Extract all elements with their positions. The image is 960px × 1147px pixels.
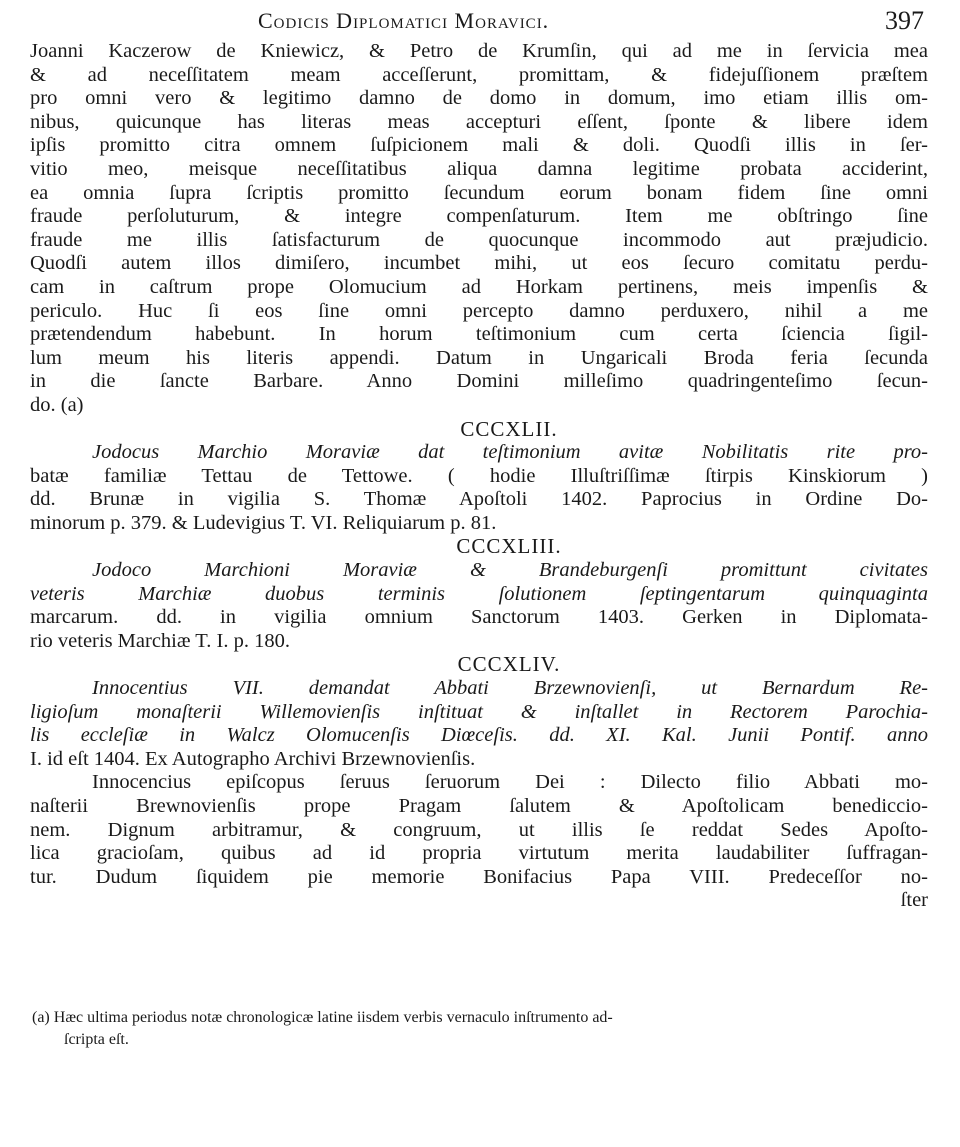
text-line: I. id eſt 1404. Ex Autographo Archivi Brzewnovienſis.: [30, 747, 476, 770]
running-head: [0, 4, 960, 38]
paragraph-charter-text: [30, 40, 928, 418]
text-line: nem. Dignum arbitramur, & congruum, ut illis ſe reddat Sedes Apoſto-: [30, 818, 928, 841]
text-line: in die ſancte Barbare. Anno Domini milleſimo quadringenteſimo ſecun-: [30, 370, 928, 393]
text-line: Joanni Kaczerow de Kniewicz, & Petro de Krumſin, qui ad me in ſervicia mea: [30, 40, 928, 62]
text-line: nibus, quicunque has literas meas accepturi eſſent, ſponte & libere idem: [30, 110, 928, 133]
text-line: prætendendum habebunt. In horum teſtimonium cum certa ſciencia ſigil-: [30, 323, 928, 346]
section-heading: CCCXLIV.: [457, 652, 561, 677]
paragraph-summary: [30, 677, 928, 771]
catchword: ſter: [900, 889, 928, 912]
text-line: ligioſum monaſterii Willemovienſis inſtituat & inſtallet in Rectorem Parochia-: [30, 700, 928, 723]
footnote-line: (a) Hæc ultima periodus notæ chronologicæ latine iisdem verbis vernaculo inſtrumento ad-: [32, 1009, 613, 1026]
text-line: do. (a): [30, 393, 84, 416]
text-line: ipſis promitto citra omnem ſuſpicionem mali & doli. Quodſi illis in ſer-: [30, 134, 928, 157]
text-line: cam in caſtrum prope Olomucium ad Horkam pertinens, meis impenſis &: [30, 275, 928, 298]
footnotes: [32, 1007, 922, 1051]
text-line: veteris Marchiæ duobus terminis ſolutionem ſeptingentarum quinquaginta: [30, 582, 928, 605]
text-line: Innocentius VII. demandat Abbati Brzewnovienſi, ut Bernardum Re-: [92, 677, 928, 700]
text-line: dd. Brunæ in vigilia S. Thomæ Apoſtoli 1402. Paprocius in Ordine Do-: [30, 488, 928, 511]
text-line: & ad neceſſitatem meam acceſſerunt, promittam, & fidejuſſionem præſtem: [30, 63, 928, 86]
main-text: [30, 40, 928, 913]
text-line: Jodocus Marchio Moraviæ dat teſtimonium avitæ Nobilitatis rite pro-: [92, 441, 928, 464]
text-line: batæ familiæ Tettau de Tettowe. ( hodie Illuſtriſſimæ ſtirpis Kinskiorum ): [30, 464, 928, 487]
page-number: 397: [885, 6, 924, 35]
text-line: periculo. Huc ſi eos ſine omni percepto damno perduxero, nihil a me: [30, 299, 928, 322]
text-line: Jodoco Marchioni Moraviæ & Brandeburgenſi promittunt civitates: [92, 559, 928, 582]
paragraph-bull-text: [30, 771, 928, 913]
section-heading: CCCXLIII.: [456, 534, 562, 559]
footnote-line: ſcripta eſt.: [64, 1031, 129, 1048]
text-line: lica gracioſam, quibus ad id propria virtutum merita laudabiliter ſuffragan-: [30, 842, 928, 865]
running-title: Codicis Diplomatici Moravici.: [258, 8, 550, 33]
text-line: ea omnia ſupra ſcriptis promitto ſecundum eorum bonam fidem ſine omni: [30, 181, 928, 204]
text-line: naſterii Brewnovienſis prope Pragam ſalutem & Apoſtolicam benediccio-: [30, 795, 928, 817]
text-line: Quodſi autem illos dimiſero, incumbet mihi, ut eos ſecuro comitatu perdu-: [30, 252, 928, 275]
text-line: marcarum. dd. in vigilia omnium Sanctorum 1403. Gerken in Diplomata-: [30, 606, 928, 629]
text-line: lum meum his literis appendi. Datum in Ungaricali Broda feria ſecunda: [30, 346, 928, 369]
text-line: Innocencius epiſcopus ſeruus ſeruorum Dei : Dilecto filio Abbati mo-: [92, 771, 928, 794]
text-line: vitio meo, meisque neceſſitatibus aliqua damna legitime probata acciderint,: [30, 157, 928, 180]
text-line: fraude me illis ſatisfacturum de quocunque incommodo aut præjudicio.: [30, 228, 928, 251]
text-line: pro omni vero & legitimo damno de domo in domum, imo etiam illis om-: [30, 87, 928, 110]
text-line: lis eccleſiæ in Walcz Olomucenſis Diœceſis. dd. XI. Kal. Junii Pontif. anno: [30, 724, 928, 747]
text-line: rio veteris Marchiæ T. I. p. 180.: [30, 629, 290, 652]
text-line: minorum p. 379. & Ludevigius T. VI. Reliquiarum p. 81.: [30, 511, 497, 534]
section-heading: CCCXLII.: [460, 416, 558, 441]
text-line: tur. Dudum ſiquidem pie memorie Bonifacius Papa VIII. Predeceſſor no-: [30, 865, 928, 888]
paragraph-summary: [30, 559, 928, 653]
text-line: fraude perſoluturum, & integre compenſaturum. Item me obſtringo ſine: [30, 205, 928, 228]
paragraph-summary: [30, 441, 928, 535]
